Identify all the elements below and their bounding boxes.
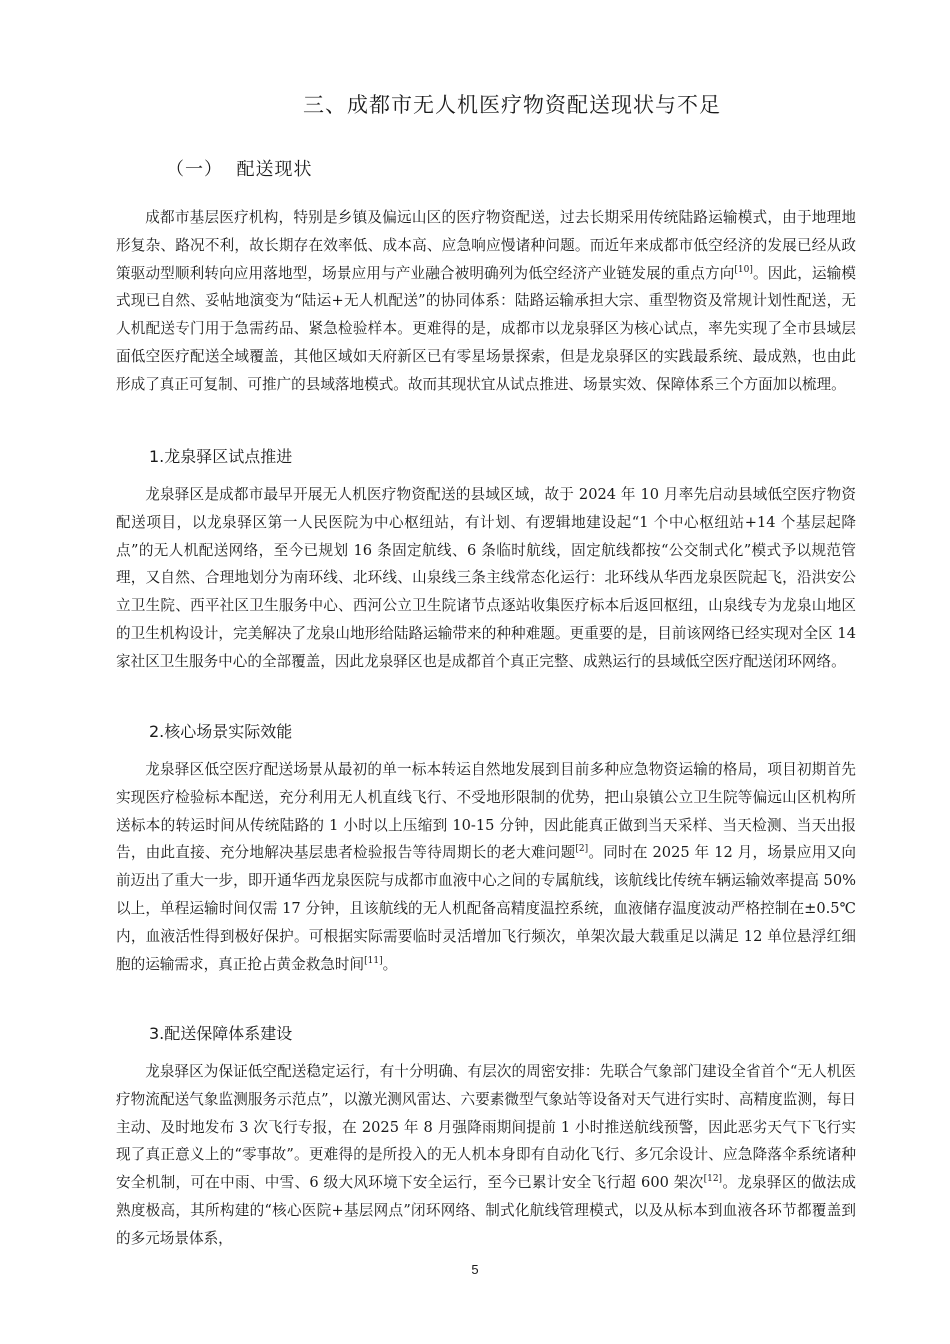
paragraph-text: 龙泉驿区是成都市最早开展无人机医疗物资配送的县域区域，故于 2024 年 10 月率先启动县域低空医疗物资配送项目，以龙泉驿区第一人民医院为中心枢纽站，有计划、有逻辑地建设起“1 个中心枢纽站+14 个基层起降点”的无人机配送网络，至今已规划 16 条固定航线、6 条临时航线，固定航线都按“公交制式化”模式予以规范管理，又自然、合理地划分为南环线、北环线、山泉线三条主线常态化运行：北环线从华西龙泉医院起飞，沿洪安公立卫生院、西平社区卫生服务中心、西河公立卫生院诸节点逐站收集医疗标本后返回枢纽，山泉线专为龙泉山地区的卫生机构设计，完美解决了龙泉山地形给陆路运输带来的种种难题。更重要的是，目前该网络已经实现对全区 14 家社区卫生服务中心的全部覆盖，因此龙泉驿区也是成都首个真正完整、成熟运行的县域低空医疗配送闭环网络。 bbox=[116, 486, 856, 670]
subsection-3-paragraph bbox=[116, 1058, 856, 1253]
citation-marker: [12] bbox=[703, 1174, 723, 1185]
subsection-heading-2: 2.核心场景实际效能 bbox=[149, 722, 293, 741]
paragraph-text: 。龙泉驿区的做法成熟度极高，其所构建的“核心医院+基层网点”闭环网络、制式化航线管理模式，以及从标本到血液各环节都覆盖到的多元场景体系， bbox=[116, 1174, 856, 1247]
intro-paragraph bbox=[116, 204, 856, 399]
subsection-heading-3: 3.配送保障体系建设 bbox=[149, 1024, 293, 1043]
paragraph-text: 。 bbox=[382, 955, 398, 973]
section-heading: （一） 配送现状 bbox=[166, 159, 313, 180]
paragraph-text: 成都市基层医疗机构，特别是乡镇及偏远山区的医疗物资配送，过去长期采用传统陆路运输模式，由于地理地形复杂、路况不利，故长期存在效率低、成本高、应急响应慢诸种问题。而近年来成都市低空经济的发展已经从政策驱动型顺利转向应用落地型，场景应用与产业融合被明确列为低空经济产业链发展的重点方向 bbox=[116, 209, 856, 282]
paragraph-text: 。因此，运输模式现已自然、妥帖地演变为“陆运+无人机配送”的协同体系：陆路运输承担大宗、重型物资及常规计划性配送，无人机配送专门用于急需药品、紧急检验样本。更难得的是，成都市以龙泉驿区为核心试点，率先实现了全市县域层面低空医疗配送全域覆盖，其他区域如天府新区已有零星场景探索，但是龙泉驿区的实践最系统、最成熟，也由此形成了真正可复制、可推广的县域落地模式。故而其现状宜从试点推进、场景实效、保障体系三个方面加以梳理。 bbox=[116, 264, 856, 393]
paragraph-text: 。同时在 2025 年 12 月，场景应用又向前迈出了重大一步，即开通华西龙泉医院与成都市血液中心之间的专属航线，该航线比传统车辆运输效率提高 50%以上，单程运输时间仅需 17 分钟，且该航线的无人机配备高精度温控系统，血液储存温度波动严格控制在±0.5℃内，血液活性得到极好保护。可根据实际需要临时灵活增加飞行频次，单架次最大载重足以满足 12 单位悬浮红细胞的运输需求，真正抢占黄金救急时间 bbox=[116, 844, 856, 973]
citation-marker: [2] bbox=[575, 844, 589, 855]
citation-marker: [11] bbox=[364, 955, 383, 966]
chapter-title: 三、成都市无人机医疗物资配送现状与不足 bbox=[303, 93, 721, 117]
subsection-2-paragraph bbox=[116, 756, 856, 978]
subsection-heading-1: 1.龙泉驿区试点推进 bbox=[149, 447, 293, 466]
paragraph-text: 龙泉驿区为保证低空配送稳定运行，有十分明确、有层次的周密安排：先联合气象部门建设全省首个“无人机医疗物流配送气象监测服务示范点”，以激光测风雷达、六要素微型气象站等设备对天气进行实时、高精度监测，每日主动、及时地发布 3 次飞行专报，在 2025 年 8 月强降雨期间提前 1 小时推送航线预警，因此恶劣天气下飞行实现了真正意义上的“零事故”。更难得的是所投入的无人机本身即有自动化飞行、多冗余设计、应急降落伞系统诸种安全机制，可在中雨、中雪、6 级大风环境下安全运行，至今已累计安全飞行超 600 架次 bbox=[116, 1063, 856, 1192]
paragraph-text: 龙泉驿区低空医疗配送场景从最初的单一标本转运自然地发展到目前多种应急物资运输的格局，项目初期首先实现医疗检验标本配送，充分利用无人机直线飞行、不受地形限制的优势，把山泉镇公立卫生院等偏远山区机构所送标本的转运时间从传统陆路的 1 小时以上压缩到 10-15 分钟，因此能真正做到当天采样、当天检测、当天出报告，由此直接、充分地解决基层患者检验报告等待周期长的老大难问题 bbox=[116, 761, 856, 862]
subsection-1-paragraph bbox=[116, 481, 856, 676]
page-number: 5 bbox=[471, 1262, 479, 1277]
citation-marker: [10] bbox=[734, 264, 753, 275]
